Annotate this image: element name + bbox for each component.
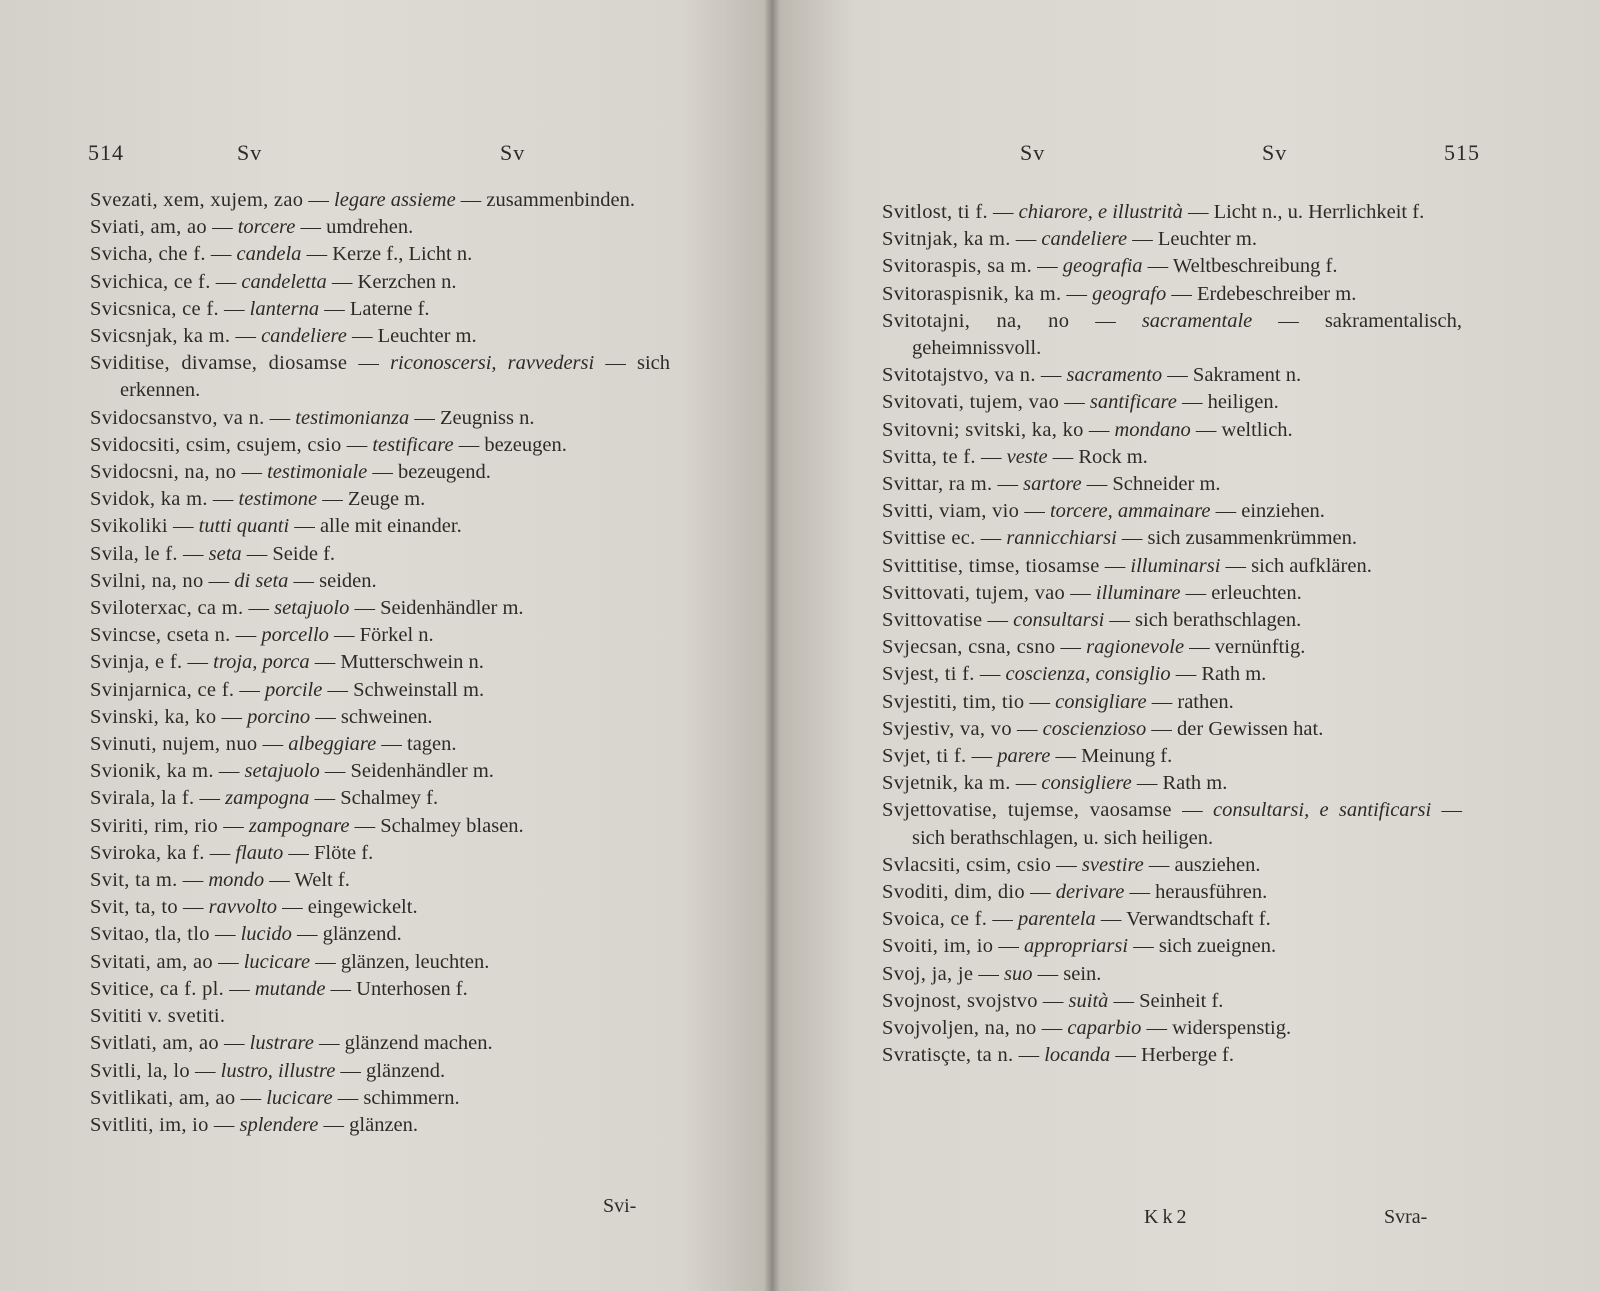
entry-german: einziehen.: [1241, 500, 1325, 523]
entry-german: Schneider m.: [1112, 473, 1221, 496]
entry-italian: troja, porca: [213, 651, 310, 674]
entry-term: Svjet, ti f.: [882, 745, 967, 768]
dictionary-entry: Svitovni; svitski, ka, ko — mondano — weltlich.: [882, 418, 1293, 441]
entry-german: bezeugen.: [484, 433, 567, 456]
dictionary-entry: Svitliti, im, io — splendere — glänzen.: [90, 1113, 419, 1136]
entry-term: Svitlost, ti f.: [882, 201, 988, 223]
entry-italian: caparbio: [1067, 1017, 1142, 1040]
dictionary-entry: Svitotajni, na, no — sacramentale — sakramentalisch, geheimnissvoll.: [882, 309, 1463, 360]
dictionary-entry: Svratisçte, ta n. — locanda — Herberge f.: [882, 1044, 1234, 1067]
dictionary-entry: Svoj, ja, je — suo — sein.: [882, 962, 1102, 985]
entry-italian: lanterna: [249, 297, 320, 320]
entry-term: Svojvoljen, na, no: [882, 1017, 1037, 1040]
entry-italian: setajuolo: [244, 760, 320, 783]
entry-german: herausführen.: [1155, 881, 1268, 904]
entry-term: Svitliti, im, io: [90, 1113, 209, 1136]
dictionary-entry: Svidok, ka m. — testimone — Zeuge m.: [90, 488, 426, 511]
entry-italian: geografia: [1062, 255, 1143, 278]
dictionary-entry: Svit, ta, to — ravvolto — eingewickelt.: [90, 896, 418, 919]
entry-italian: porcile: [265, 678, 323, 701]
entry-german: Sakrament n.: [1192, 364, 1302, 387]
entry-term: Svila, le f.: [90, 542, 178, 565]
entry-italian: consultarsi, e santificarsi: [1212, 799, 1432, 822]
page-number: 514: [88, 140, 124, 165]
entry-italian: sacramentale: [1141, 309, 1253, 332]
entry-term: Svitli, la, lo: [90, 1059, 190, 1082]
entry-italian: legare assieme: [334, 189, 456, 211]
entry-term: Svitati, am, ao: [90, 950, 213, 973]
entry-german: Mutterschwein n.: [340, 651, 484, 674]
entry-german: Erdebeschreiber m.: [1196, 282, 1357, 305]
entry-italian: mondo: [208, 869, 265, 892]
entry-italian: setajuolo: [274, 597, 350, 620]
entry-term: Svilni, na, no: [90, 569, 204, 592]
entry-term: Svititi v. svetiti.: [90, 1005, 226, 1028]
entry-term: Svit, ta, to: [90, 896, 178, 919]
dictionary-entry: Svoica, ce f. — parentela — Verwandtschaft f.: [882, 908, 1271, 931]
entry-german: Schalmey blasen.: [380, 814, 524, 837]
entry-term: Svidok, ka m.: [90, 488, 208, 511]
entry-german: Rath m.: [1201, 663, 1267, 686]
dictionary-entry: Svitli, la, lo — lustro, illustre — glänzend.: [90, 1059, 446, 1082]
entry-italian: santificare: [1089, 391, 1177, 414]
entry-italian: zampogna: [225, 787, 310, 810]
entry-term: Svjettovatise, tujemse, vaosamse: [882, 799, 1172, 822]
entry-term: Sviroka, ka f.: [90, 841, 205, 864]
entry-german: zusammenbinden.: [486, 189, 636, 211]
entry-italian: candeliere: [1041, 228, 1128, 251]
entry-term: Svoditi, dim, dio: [882, 881, 1025, 904]
entry-term: Svidocsiti, csim, csujem, csio: [90, 433, 342, 456]
entry-term: Svicha, che f.: [90, 243, 206, 266]
dictionary-entry: Svincse, cseta n. — porcello — Förkel n.: [90, 624, 434, 647]
entry-term: Svojnost, svojstvo: [882, 989, 1038, 1012]
entry-german: bezeugend.: [398, 461, 491, 484]
entry-term: Svjetnik, ka m.: [882, 772, 1011, 795]
entry-term: Svitlikati, am, ao: [90, 1086, 236, 1109]
entry-term: Svit, ta m.: [90, 869, 178, 892]
entry-german: erleuchten.: [1211, 581, 1302, 604]
dictionary-entry: Sviditise, divamse, diosamse — riconoscersi, ravvedersi — sich erkennen.: [90, 352, 671, 402]
entry-german: Welt f.: [294, 869, 350, 892]
entry-italian: porcino: [247, 705, 311, 728]
signature-mark: Kk2: [1144, 1206, 1191, 1228]
entry-term: Svitice, ca f. pl.: [90, 977, 225, 1000]
dictionary-entry: Sviriti, rim, rio — zampognare — Schalmey blasen.: [90, 814, 524, 837]
entry-german: Meinung f.: [1081, 745, 1173, 768]
entry-italian: di seta: [234, 569, 289, 592]
entry-italian: ravvolto: [208, 896, 277, 919]
entry-italian: rannicchiarsi: [1006, 527, 1117, 550]
entry-term: Svinuti, nujem, nuo: [90, 733, 258, 756]
entry-german: Seide f.: [272, 542, 336, 565]
entry-german: Laterne f.: [349, 297, 430, 320]
entry-german: Schweinstall m.: [353, 678, 485, 701]
dictionary-entry: Svidocsni, na, no — testimoniale — bezeugend.: [90, 461, 491, 484]
dictionary-entry: Svidocsiti, csim, csujem, csio — testificare — bezeugen.: [90, 433, 567, 456]
dictionary-entry: Svittar, ra m. — sartore — Schneider m.: [882, 473, 1221, 496]
entry-term: Svoica, ce f.: [882, 908, 988, 931]
entry-italian: riconoscersi, ravvedersi: [390, 352, 595, 375]
entry-italian: torcere: [237, 216, 296, 239]
entry-german: sakramentalisch, geheimnissvoll.: [912, 309, 1463, 360]
entry-italian: lucido: [240, 923, 292, 946]
entry-italian: albeggiare: [288, 733, 377, 756]
entry-german: Flöte f.: [314, 841, 374, 864]
entry-german: Leuchter m.: [1157, 228, 1257, 251]
entry-italian: parere: [997, 745, 1051, 768]
entry-german: Kerze f., Licht n.: [332, 243, 473, 266]
entry-german: Seidenhändler m.: [350, 760, 494, 783]
dictionary-entry: Svitice, ca f. pl. — mutande — Unterhosen f.: [90, 977, 468, 1000]
entry-italian: lucicare: [266, 1086, 333, 1109]
dictionary-entry: Svinjarnica, ce f. — porcile — Schweinstall m.: [90, 678, 485, 701]
entry-term: Svjestiv, va, vo: [882, 717, 1012, 740]
entry-italian: chiarore, e illustrità: [1018, 201, 1183, 223]
entry-italian: tutti quanti: [198, 515, 290, 538]
dictionary-entry: Sviroka, ka f. — flauto — Flöte f.: [90, 841, 374, 864]
entry-term: Svjestiti, tim, tio: [882, 690, 1025, 713]
entry-german: glänzen.: [349, 1113, 419, 1136]
dictionary-entry: Svitao, tla, tlo — lucido — glänzend.: [90, 923, 402, 946]
entry-german: glänzen, leuchten.: [340, 950, 490, 973]
dictionary-entry: Svilni, na, no — di seta — seiden.: [90, 569, 377, 592]
dictionary-entry: Svirala, la f. — zampogna — Schalmey f.: [90, 787, 439, 810]
entry-german: glänzend.: [322, 923, 402, 946]
dictionary-entry: Svojnost, svojstvo — suità — Seinheit f.: [882, 989, 1224, 1012]
entry-italian: ragionevole: [1086, 636, 1185, 659]
catchword: Svi-: [603, 1195, 637, 1217]
dictionary-entry: [90, 1003, 670, 1030]
entry-term: Svitta, te f.: [882, 445, 976, 468]
dictionary-entry: Svinja, e f. — troja, porca — Mutterschwein n.: [90, 651, 484, 674]
entry-term: Svinja, e f.: [90, 651, 183, 674]
dictionary-entry: Svicha, che f. — candela — Kerze f., Licht n.: [90, 243, 473, 266]
entry-italian: lucicare: [243, 950, 311, 973]
entry-italian: coscienzioso: [1042, 717, 1147, 740]
dictionary-entry: Svjestiti, tim, tio — consigliare — rathen.: [882, 690, 1234, 713]
entry-term: Sviati, am, ao: [90, 216, 207, 239]
entry-german: sein.: [1063, 962, 1102, 985]
entry-term: Svitnjak, ka m.: [882, 228, 1011, 251]
entry-term: Sviditise, divamse, diosamse: [90, 352, 348, 375]
entry-german: sich berathschlagen, u. sich heiligen.: [912, 826, 1214, 849]
entry-term: Svlacsiti, csim, csio: [882, 853, 1052, 876]
left-page: [0, 0, 772, 1291]
dictionary-entry: Svitlost, ti f. — chiarore, e illustrità — Licht n., u. Herrlichkeit f.: [882, 201, 1425, 223]
dictionary-entry: Svinski, ka, ko — porcino — schweinen.: [90, 705, 433, 728]
entry-german: Seinheit f.: [1139, 989, 1224, 1012]
entry-term: Svjecsan, csna, csno: [882, 636, 1056, 659]
dictionary-entry: Svittise ec. — rannicchiarsi — sich zusammenkrümmen.: [882, 527, 1358, 550]
entry-term: Svratisçte, ta n.: [882, 1044, 1014, 1067]
header-key-right: Sv: [1262, 140, 1288, 165]
entry-italian: consultarsi: [1013, 609, 1105, 632]
entry-german: sich erkennen.: [120, 352, 671, 402]
entry-italian: splendere: [239, 1113, 319, 1136]
entry-term: Svitao, tla, tlo: [90, 923, 210, 946]
entry-term: Svitoraspis, sa m.: [882, 255, 1033, 278]
entry-italian: candela: [236, 243, 302, 266]
entry-term: Svittise ec.: [882, 527, 976, 550]
right-entry-list: [882, 199, 1462, 1070]
entry-italian: sacramento: [1066, 364, 1163, 387]
entry-italian: parentela: [1017, 908, 1096, 931]
entry-italian: sartore: [1023, 473, 1082, 496]
entry-german: Leuchter m.: [377, 325, 477, 348]
entry-term: Svionik, ka m.: [90, 760, 214, 783]
entry-german: sich aufklären.: [1251, 554, 1372, 577]
entry-term: Svinjarnica, ce f.: [90, 678, 235, 701]
entry-german: schweinen.: [340, 705, 433, 728]
entry-italian: consigliere: [1041, 772, 1132, 795]
dictionary-entry: Svitnjak, ka m. — candeliere — Leuchter m.: [882, 228, 1257, 251]
dictionary-entry: Svitti, viam, vio — torcere, ammainare — einziehen.: [882, 500, 1325, 523]
dictionary-entry: Svionik, ka m. — setajuolo — Seidenhändler m.: [90, 760, 494, 783]
dictionary-entry: Svjestiv, va, vo — coscienzioso — der Gewissen hat.: [882, 717, 1324, 740]
entry-german: Verwandtschaft f.: [1126, 908, 1271, 931]
entry-term: Svitti, viam, vio: [882, 500, 1020, 523]
entry-german: sich zusammenkrümmen.: [1147, 527, 1358, 550]
entry-italian: locanda: [1044, 1044, 1111, 1067]
entry-term: Svitlati, am, ao: [90, 1032, 219, 1055]
entry-italian: veste: [1006, 445, 1048, 468]
entry-term: Svittar, ra m.: [882, 473, 993, 496]
entry-german: seiden.: [319, 569, 377, 592]
dictionary-entry: Sviati, am, ao — torcere — umdrehen.: [90, 216, 414, 239]
dictionary-entry: Svitlati, am, ao — lustrare — glänzend machen.: [90, 1032, 493, 1055]
entry-italian: seta: [208, 542, 242, 565]
entry-term: Svikoliki: [90, 515, 168, 538]
entry-term: Svitoraspisnik, ka m.: [882, 282, 1062, 305]
dictionary-entry: Svitlikati, am, ao — lucicare — schimmern.: [90, 1086, 460, 1109]
entry-term: Svitovati, tujem, vao: [882, 391, 1060, 414]
entry-term: Sviloterxac, ca m.: [90, 597, 244, 620]
entry-italian: appropriarsi: [1024, 935, 1129, 958]
left-entry-list: [90, 187, 670, 1139]
entry-italian: illuminare: [1095, 581, 1181, 604]
entry-italian: lustrare: [249, 1032, 314, 1055]
entry-german: widerspenstig.: [1172, 1017, 1292, 1040]
entry-italian: coscienza, consiglio: [1005, 663, 1171, 686]
entry-italian: suo: [1004, 962, 1033, 985]
entry-italian: candeletta: [241, 270, 327, 293]
entry-german: Weltbeschreibung f.: [1172, 255, 1338, 278]
entry-italian: lustro, illustre: [220, 1059, 336, 1082]
entry-italian: consigliare: [1055, 690, 1147, 713]
entry-german: rathen.: [1177, 690, 1234, 713]
entry-term: Svoj, ja, je: [882, 962, 974, 985]
entry-term: Svichica, ce f.: [90, 270, 211, 293]
entry-italian: candeliere: [261, 325, 347, 348]
entry-term: Svezati, xem, xujem, zao: [90, 189, 304, 211]
entry-german: Zeuge m.: [347, 488, 426, 511]
entry-german: Rock m.: [1078, 445, 1148, 468]
entry-term: Svidocsanstvo, va n.: [90, 406, 265, 429]
entry-german: Zeugniss n.: [439, 406, 535, 429]
entry-italian: porcello: [261, 624, 329, 647]
dictionary-entry: Svoiti, im, io — appropriarsi — sich zueignen.: [882, 935, 1277, 958]
entry-german: Herberge f.: [1141, 1044, 1234, 1067]
entry-italian: testimone: [238, 488, 318, 511]
entry-term: Svicsnica, ce f.: [90, 297, 219, 320]
entry-german: glänzend machen.: [344, 1032, 493, 1055]
dictionary-entry: Svitotajstvo, va n. — sacramento — Sakrament n.: [882, 364, 1302, 387]
entry-german: Rath m.: [1162, 772, 1228, 795]
dictionary-entry: Svila, le f. — seta — Seide f.: [90, 542, 336, 565]
entry-italian: zampognare: [248, 814, 350, 837]
header-key-left: Sv: [1020, 140, 1046, 165]
entry-german: sich berathschlagen.: [1135, 609, 1302, 632]
entry-german: tagen.: [407, 733, 457, 756]
entry-german: Seidenhändler m.: [380, 597, 524, 620]
header-key-right: Sv: [500, 140, 526, 165]
entry-german: umdrehen.: [326, 216, 414, 239]
entry-term: Svittovati, tujem, vao: [882, 581, 1066, 604]
entry-term: Svirala, la f.: [90, 787, 195, 810]
entry-term: Svjest, ti f.: [882, 663, 975, 686]
entry-german: ausziehen.: [1174, 853, 1261, 876]
dictionary-entry: Svjettovatise, tujemse, vaosamse — consultarsi, e santificarsi — sich berathschlagen, u. sich heiligen.: [882, 799, 1463, 849]
entry-term: Svicsnjak, ka m.: [90, 325, 231, 348]
right-page: [772, 0, 1600, 1291]
entry-term: Svinski, ka, ko: [90, 705, 217, 728]
entry-german: sich zueignen.: [1158, 935, 1277, 958]
dictionary-entry: Svicsnjak, ka m. — candeliere — Leuchter m.: [90, 325, 477, 348]
entry-italian: flauto: [235, 841, 284, 864]
book-gutter: [764, 0, 780, 1291]
entry-german: glänzend.: [366, 1059, 446, 1082]
entry-german: schimmern.: [363, 1086, 460, 1109]
entry-term: Svittovatise: [882, 609, 983, 632]
dictionary-entry: Svichica, ce f. — candeletta — Kerzchen n.: [90, 270, 457, 293]
entry-german: weltlich.: [1221, 418, 1293, 441]
entry-german: vernünftig.: [1214, 636, 1306, 659]
entry-german: Licht n., u. Herrlichkeit f.: [1213, 201, 1425, 223]
entry-term: Sviriti, rim, rio: [90, 814, 219, 837]
entry-german: eingewickelt.: [307, 896, 418, 919]
entry-term: Svitovni; svitski, ka, ko: [882, 418, 1084, 441]
entry-term: Svitotajni, na, no: [882, 309, 1070, 332]
entry-italian: illuminarsi: [1130, 554, 1221, 577]
entry-term: Svidocsni, na, no: [90, 461, 237, 484]
entry-italian: torcere, ammainare: [1049, 500, 1211, 523]
entry-italian: suità: [1068, 989, 1109, 1012]
dictionary-entry: Svezati, xem, xujem, zao — legare assieme — zusammenbinden.: [90, 189, 636, 211]
entry-german: der Gewissen hat.: [1177, 717, 1324, 740]
dictionary-entry: Svitoraspisnik, ka m. — geografo — Erdebeschreiber m.: [882, 282, 1357, 305]
entry-italian: derivare: [1055, 881, 1125, 904]
entry-german: Schalmey f.: [340, 787, 439, 810]
entry-term: Svoiti, im, io: [882, 935, 994, 958]
page-number: 515: [1444, 140, 1480, 165]
entry-italian: testificare: [372, 433, 454, 456]
dictionary-entry: Svlacsiti, csim, csio — svestire — ausziehen.: [882, 853, 1261, 876]
dictionary-entry: Svittovatise — consultarsi — sich berathschlagen.: [882, 609, 1302, 632]
header-key-left: Sv: [237, 140, 263, 165]
entry-german: Unterhosen f.: [356, 977, 468, 1000]
entry-italian: geografo: [1092, 282, 1167, 305]
dictionary-entry: Svicsnica, ce f. — lanterna — Laterne f.: [90, 297, 430, 320]
entry-term: Svitotajstvo, va n.: [882, 364, 1036, 387]
dictionary-entry: Svittitise, timse, tiosamse — illuminarsi — sich aufklären.: [882, 554, 1372, 577]
dictionary-entry: Svikoliki — tutti quanti — alle mit einander.: [90, 515, 462, 538]
dictionary-entry: Svit, ta m. — mondo — Welt f.: [90, 869, 350, 892]
entry-german: Kerzchen n.: [357, 270, 457, 293]
entry-term: Svincse, cseta n.: [90, 624, 231, 647]
entry-german: heiligen.: [1207, 391, 1279, 414]
entry-italian: svestire: [1081, 853, 1144, 876]
entry-italian: testimoniale: [267, 461, 368, 484]
dictionary-entry: Svjecsan, csna, csno — ragionevole — vernünftig.: [882, 636, 1306, 659]
dictionary-entry: Svoditi, dim, dio — derivare — herausführen.: [882, 881, 1268, 904]
dictionary-entry: Svitta, te f. — veste — Rock m.: [882, 445, 1148, 468]
catchword: Svra-: [1384, 1206, 1428, 1228]
dictionary-entry: Svojvoljen, na, no — caparbio — widerspenstig.: [882, 1017, 1292, 1040]
entry-german: Förkel n.: [359, 624, 434, 647]
dictionary-entry: Svjet, ti f. — parere — Meinung f.: [882, 745, 1173, 768]
dictionary-entry: Svitovati, tujem, vao — santificare — heiligen.: [882, 391, 1279, 414]
dictionary-entry: Svinuti, nujem, nuo — albeggiare — tagen.: [90, 733, 457, 756]
entry-italian: mondano: [1114, 418, 1191, 441]
entry-german: alle mit einander.: [319, 515, 462, 538]
entry-term: Svittitise, timse, tiosamse: [882, 554, 1100, 577]
entry-italian: testimonianza: [295, 406, 410, 429]
dictionary-entry: Svitoraspis, sa m. — geografia — Weltbeschreibung f.: [882, 255, 1338, 278]
dictionary-entry: Svjest, ti f. — coscienza, consiglio — Rath m.: [882, 663, 1267, 686]
dictionary-entry: Svidocsanstvo, va n. — testimonianza — Zeugniss n.: [90, 406, 535, 429]
entry-italian: mutande: [254, 977, 326, 1000]
dictionary-entry: Svjetnik, ka m. — consigliere — Rath m.: [882, 772, 1228, 795]
dictionary-entry: Svittovati, tujem, vao — illuminare — erleuchten.: [882, 581, 1302, 604]
dictionary-entry: Svitati, am, ao — lucicare — glänzen, leuchten.: [90, 950, 490, 973]
dictionary-entry: Sviloterxac, ca m. — setajuolo — Seidenhändler m.: [90, 597, 524, 620]
